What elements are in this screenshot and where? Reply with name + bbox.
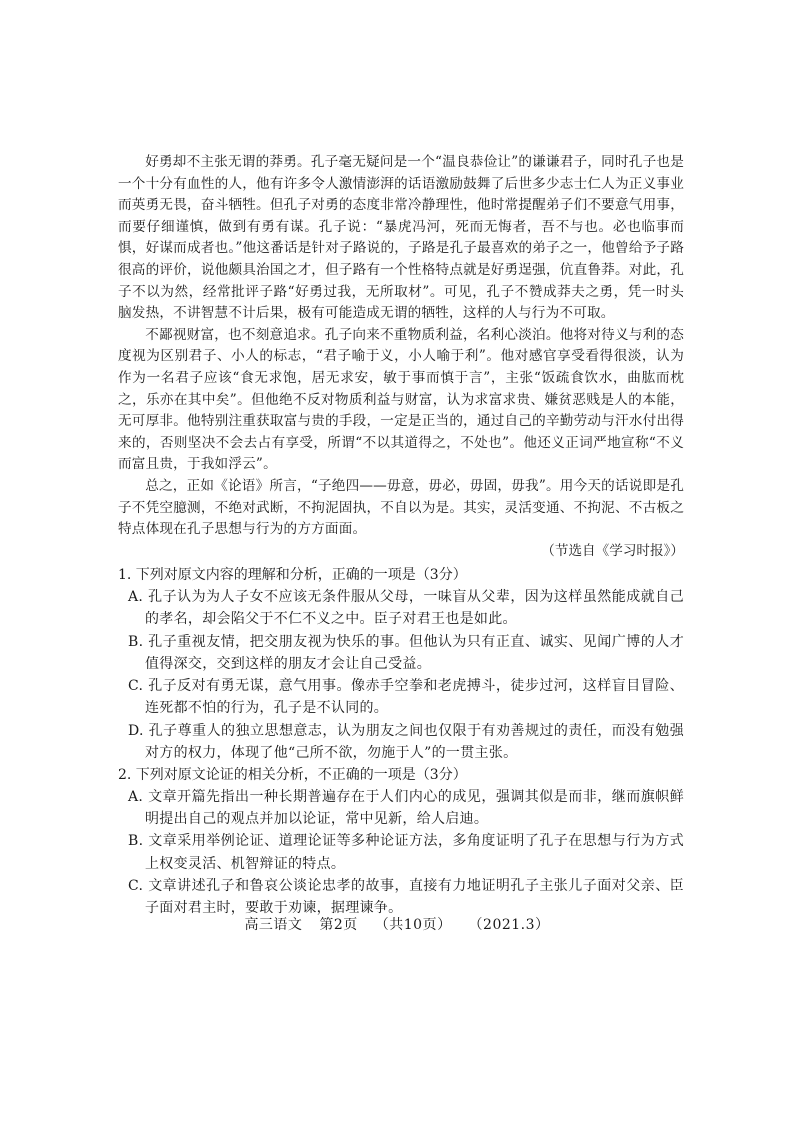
footer-date: （2021.3）	[468, 917, 550, 933]
article-paragraph-1: 好勇却不主张无谓的莽勇。孔子毫无疑问是一个“温良恭俭让”的谦谦君子，同时孔子也是一个十分有血性的人，他有许多令人激情澎湃的话语激励鼓舞了后世多少志士仁人为正义事业而英勇无畏，奋斗牺牲。但孔子对勇的态度非常冷静理性，他时常提醒弟子们不要意气用事，而要仔细谨慎，做到有勇有谋。孔子说：“暴虎冯河，死而无悔者，吾不与也。必也临事而惧，好谋而成者也。”他这番话是针对子路说的，子路是孔子最喜欢的弟子之一，他曾给予子路很高的评价，说他颇具治国之才，但子路有一个性格特点就是好勇逞强，伉直鲁莽。对此，孔子不以为然，经常批评子路“好勇过我，无所取材”。可见，孔子不赞成莽夫之勇，凭一时头脑发热，不讲智慧不计后果，极有可能造成无谓的牺牲，这样的人与行为不可取。	[118, 154, 684, 322]
question-option: D. 孔子尊重人的独立思想意志，认为朋友之间也仅限于有劝善规过的责任，而没有勉强对方的权力，体现了他“己所不欲，勿施于人”的一贯主张。	[128, 722, 684, 761]
article-paragraph-2: 不鄙视财富，也不刻意追求。孔子向来不重物质利益，名利心淡泊。他将对待义与利的态度视为区别君子、小人的标志，“君子喻于义，小人喻于利”。他对感官享受看得很淡，认为作为一名君子应该“食无求饱，居无求安，敏于事而慎于言”，主张“饭疏食饮水，曲肱而枕之，乐亦在其中矣”。但他绝不反对物质利益与财富，认为求富求贵、嫌贫恶贱是人的本能，无可厚非。他特别注重获取富与贵的手段，一定是正当的，通过自己的辛勤劳动与汗水付出得来的，否则坚决不会去占有享受，所谓“不以其道得之，不处也”。他还义正词严地宣称“不义而富且贵，于我如浮云”。	[118, 326, 684, 473]
article-body	[118, 152, 684, 919]
question-stem: 2. 下列对原文论证的相关分析，不正确的一项是（3分）	[118, 766, 467, 783]
article-paragraph-3: 总之，正如《论语》所言，“子绝四——毋意，毋必，毋固，毋我”。用今天的话说即是孔子不凭空臆测，不绝对武断，不拘泥固执，不自以为是。其实，灵活变通、不拘泥、不古板之特点体现在孔子思想与行为的方方面面。	[118, 477, 684, 538]
question-option: B. 孔子重视友情，把交朋友视为快乐的事。但他认为只有正直、诚实、见闻广博的人才值得深交，交到这样的朋友才会让自己受益。	[128, 633, 684, 672]
question-option: B. 文章采用举例论证、道理论证等多种论证方法，多角度证明了孔子在思想与行为方式上权变灵活、机智辩证的特点。	[128, 833, 684, 872]
question-option: C. 孔子反对有勇无谋，意气用事。像赤手空拳和老虎搏斗，徒步过河，这样盲目冒险、连死都不怕的行为，孔子是不认同的。	[128, 678, 684, 717]
page-footer	[0, 914, 794, 934]
questions-section	[118, 564, 684, 919]
question-1	[118, 564, 684, 764]
question-2	[118, 764, 684, 919]
footer-page-total: （共10页）	[374, 917, 452, 933]
question-option: C. 文章讲述孔子和鲁哀公谈论忠孝的故事，直接有力地证明孔子主张儿子面对父亲、臣子面对君主时，要敢于劝谏，据理谏争。	[128, 877, 684, 916]
footer-page-number: 第2页	[319, 917, 358, 933]
footer-subject: 高三语文	[244, 917, 303, 933]
source-citation: （节选自《学习时报》）	[541, 542, 684, 559]
question-option: A. 文章开篇先指出一种长期普遍存在于人们内心的成见，强调其似是而非，继而旗帜鲜明提出自己的观点并加以论证，常中见新，给人启迪。	[128, 788, 684, 828]
question-option: A. 孔子认为为人子女不应该无条件服从父母，一味盲从父辈，因为这样虽然能成就自己的孝名，却会陷父于不仁不义之中。臣子对君王也是如此。	[128, 589, 684, 628]
question-stem: 1. 下列对原文内容的理解和分析，正确的一项是（3分）	[118, 567, 467, 584]
